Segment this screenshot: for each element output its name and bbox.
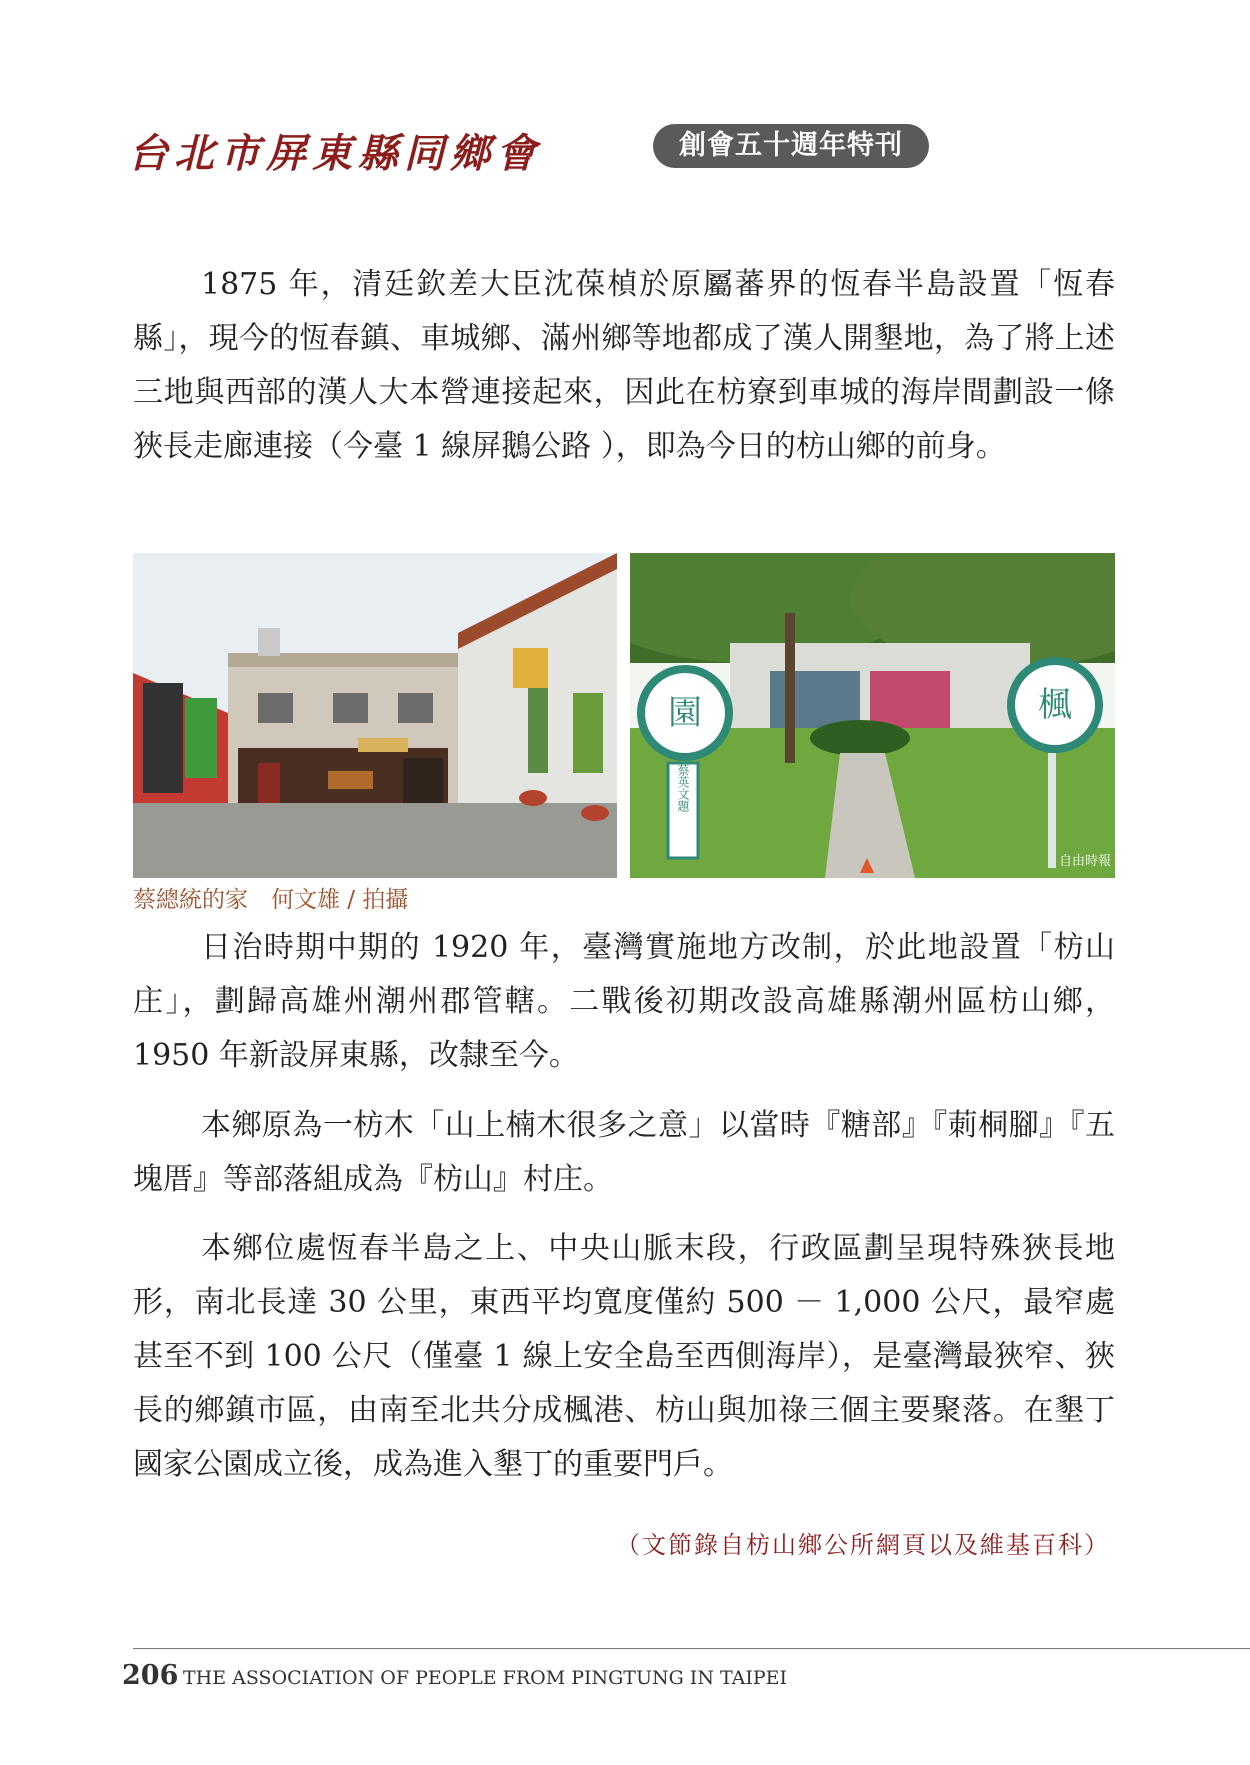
watermark: 自由時報 xyxy=(1058,854,1112,869)
paragraph-1: 1875 年，清廷欽差大臣沈葆楨於原屬蕃界的恆春半島設置「恆春縣」，現今的恆春鎮、車城鄉、滿州鄉等地都成了漢人開墾地，為了將上述三地與西部的漢人大本營連接起來，因此在枋寮到車城的海岸間劃設一條狹長走廊連接（今臺 1 線屏鵝公路 ），即為今日的枋山鄉的前身。 xyxy=(133,267,1115,464)
header-title: 台北市屏東縣同鄉會 xyxy=(128,130,542,177)
paragraph-4: 本鄉位處恆春半島之上、中央山脈末段，行政區劃呈現特殊狹長地形，南北長達 30 公里，東西平均寬度僅約 500 － 1,000 公尺，最窄處甚至不到 100 公尺（僅臺 1 線上安全島至西側海岸），是臺灣最狹窄、狹長的鄉鎮市區，由南至北共分成楓港、枋山與加祿三個主要聚落。在墾丁國家公園成立後，成為進入墾丁的重要門戶。 xyxy=(133,1231,1115,1482)
footer-text: THE ASSOCIATION OF PEOPLE FROM PINGTUNG IN TAIPEI xyxy=(183,1667,788,1689)
paragraph-2: 日治時期中期的 1920 年，臺灣實施地方改制，於此地設置「枋山庄」，劃歸高雄州潮州郡管轄。二戰後初期改設高雄縣潮州區枋山鄉，1950 年新設屏東縣，改隸至今。 xyxy=(133,930,1115,1073)
photo-caption: 蔡總統的家 何文雄 / 拍攝 xyxy=(133,887,409,913)
paragraph-3: 本鄉原為一枋木「山上楠木很多之意」以當時『糖部』『莿桐腳』『五塊厝』等部落組成為『枋山』村庄。 xyxy=(133,1108,1115,1197)
sign-left-text: 園 xyxy=(668,693,702,733)
source-note: （文節錄自枋山鄉公所網頁以及維基百科） xyxy=(616,1531,1110,1559)
photo-president-house xyxy=(133,553,617,878)
post-text: 蔡英文題 xyxy=(676,764,690,812)
footer-divider xyxy=(133,1648,1250,1649)
page-number: 206 xyxy=(122,1660,179,1691)
garden-illustration xyxy=(630,553,1115,878)
page-header xyxy=(128,118,1108,178)
photo-fangshan-garden xyxy=(630,553,1115,878)
sign-right-text: 楓 xyxy=(1038,685,1072,725)
header-badge: 創會五十週年特刊 xyxy=(653,124,929,168)
house-illustration xyxy=(133,553,617,878)
